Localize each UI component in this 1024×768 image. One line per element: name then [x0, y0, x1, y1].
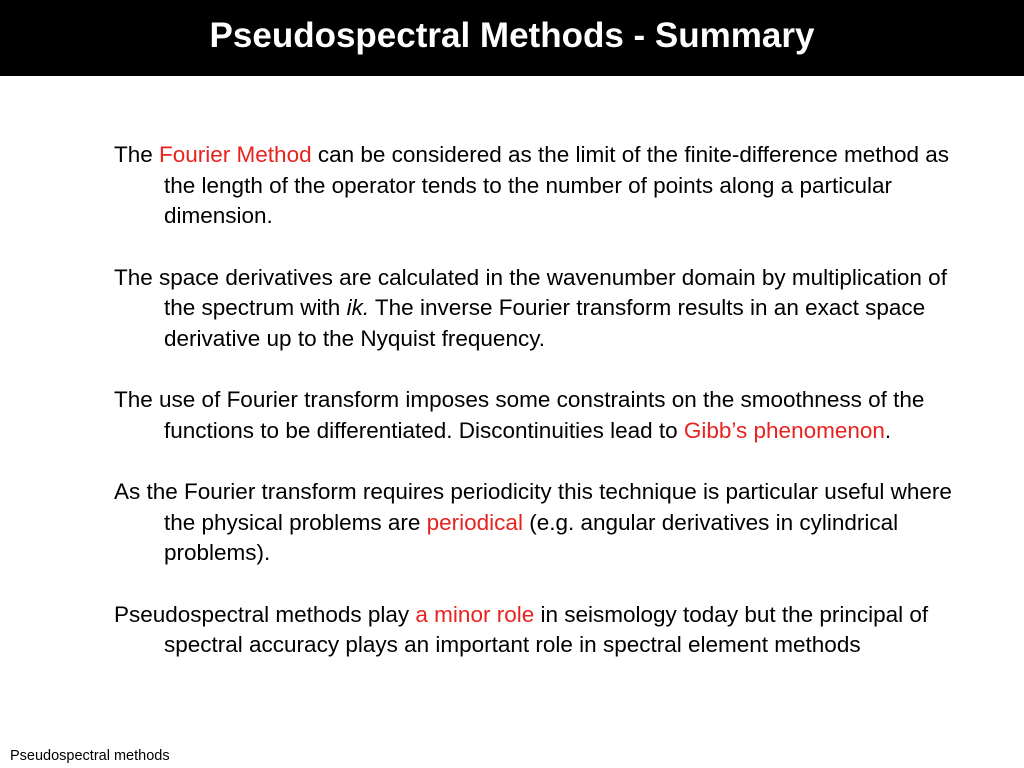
paragraph-text: As the Fourier transform requires periodicity this technique is particular useful where the physical problems are — [114, 479, 952, 535]
highlight-gibbs-phenomenon: Gibb’s phenomenon — [683, 417, 885, 443]
paragraph-text: can be considered as the limit of the finite-difference method as the length of the operator tends to the number of points along a particular dimension. — [164, 142, 950, 228]
highlight-periodical: periodical — [426, 509, 523, 535]
paragraph-seismology-role — [114, 600, 954, 661]
slide-title: Pseudospectral Methods - Summary — [209, 16, 815, 55]
paragraph-text: The inverse Fourier transform results in an exact space derivative up to the Nyquist frequency. — [164, 295, 926, 351]
italic-ik: ik. — [346, 295, 370, 320]
paragraph-text: The — [114, 142, 160, 167]
paragraph-text: The use of Fourier transform imposes some constraints on the smoothness of the functions to be differentiated. Discontinuities lead to — [114, 387, 925, 443]
paragraph-fourier-constraints — [114, 385, 954, 446]
paragraph-text: Pseudospectral methods play — [114, 601, 416, 627]
paragraph-periodicity — [114, 477, 954, 569]
slide-footer: Pseudospectral methods — [10, 748, 170, 764]
paragraph-text: in seismology today but the principal of spectral accuracy plays an important role in spectral element methods — [164, 601, 929, 657]
paragraph-text: (e.g. angular derivatives in cylindrical problems). — [164, 509, 899, 565]
title-bar — [0, 0, 1024, 76]
highlight-fourier-method: Fourier Method — [159, 142, 312, 167]
paragraph-text: The space derivatives are calculated in the wavenumber domain by multiplication of the spectrum with — [114, 264, 947, 320]
slide-body — [114, 140, 954, 692]
paragraph-fourier-method — [114, 140, 954, 232]
paragraph-space-derivatives — [114, 263, 954, 355]
highlight-minor-role: a minor role — [415, 601, 535, 627]
paragraph-text: . — [884, 417, 892, 443]
